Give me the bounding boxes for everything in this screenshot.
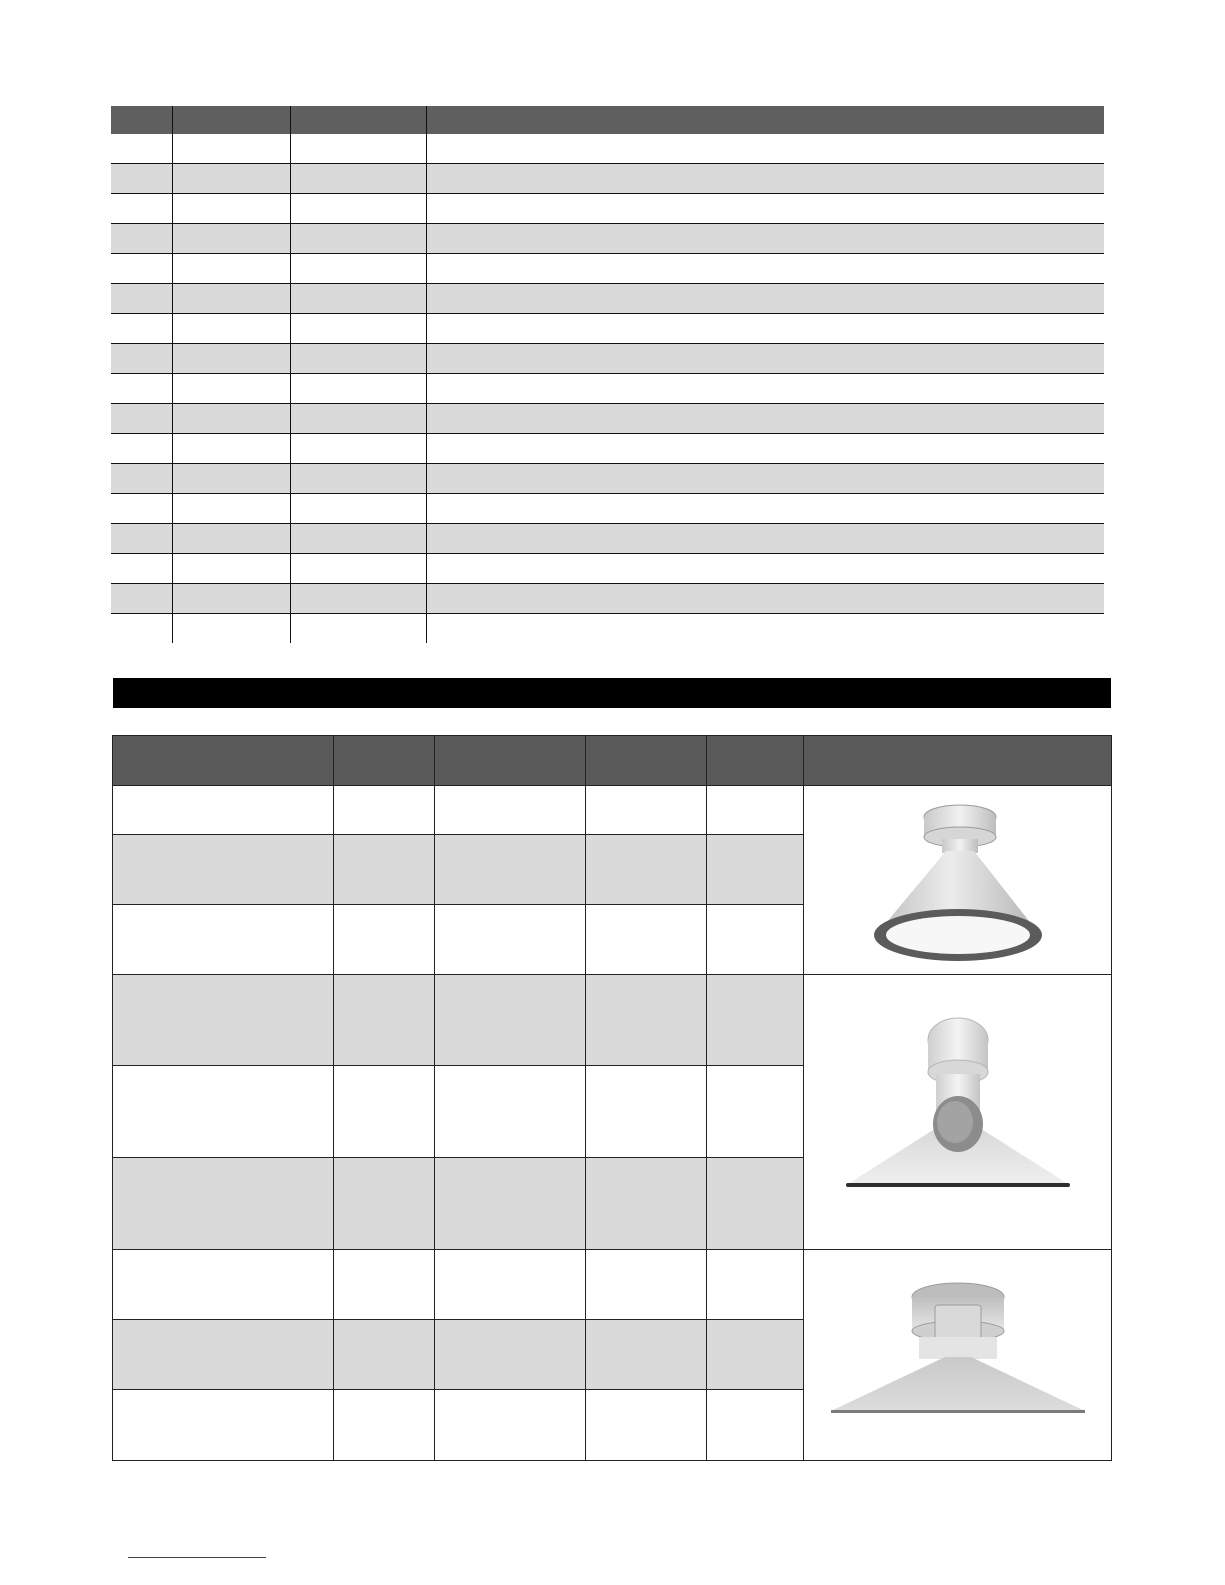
table-cell	[334, 975, 435, 1066]
product-table-header	[113, 736, 1112, 786]
table-row	[113, 786, 1112, 835]
table-cell	[707, 1390, 804, 1461]
table-cell	[426, 374, 1104, 404]
table-cell	[113, 1390, 334, 1461]
table-cell	[334, 1066, 435, 1158]
table-cell	[172, 554, 290, 584]
table-row	[111, 164, 1104, 194]
table-cell	[707, 1250, 804, 1320]
table-cell	[172, 434, 290, 464]
table-cell	[707, 1320, 804, 1390]
table-cell	[172, 494, 290, 524]
table-cell	[707, 975, 804, 1066]
table-cell	[334, 905, 435, 975]
table-cell	[290, 584, 426, 614]
table-cell	[172, 194, 290, 224]
table-row	[113, 1250, 1112, 1320]
table-cell	[334, 835, 435, 905]
table-cell	[172, 374, 290, 404]
table-cell	[586, 1066, 707, 1158]
table-row	[111, 494, 1104, 524]
table-cell	[435, 975, 586, 1066]
product-image-cell	[804, 786, 1112, 975]
table-cell	[426, 314, 1104, 344]
table-cell	[111, 224, 172, 254]
table-cell	[426, 524, 1104, 554]
product-col-2	[334, 736, 435, 786]
product-col-6	[804, 736, 1112, 786]
table-cell	[435, 1066, 586, 1158]
table-cell	[426, 224, 1104, 254]
table-cell	[707, 835, 804, 905]
table-cell	[172, 284, 290, 314]
table-cell	[111, 374, 172, 404]
table-cell	[707, 905, 804, 975]
product-col-1	[113, 736, 334, 786]
product-table	[112, 735, 1112, 1461]
table-cell	[290, 254, 426, 284]
table-cell	[290, 614, 426, 644]
table-cell	[290, 194, 426, 224]
table-cell	[111, 464, 172, 494]
table-cell	[172, 134, 290, 164]
table-cell	[707, 1066, 804, 1158]
table-cell	[111, 524, 172, 554]
table-row	[111, 464, 1104, 494]
table-row	[111, 404, 1104, 434]
table-cell	[290, 374, 426, 404]
table-cell	[111, 404, 172, 434]
table-cell	[334, 1250, 435, 1320]
table-cell	[172, 404, 290, 434]
table-cell	[426, 284, 1104, 314]
table-row	[111, 194, 1104, 224]
table-cell	[426, 194, 1104, 224]
table-cell	[290, 224, 426, 254]
table-cell	[426, 584, 1104, 614]
table-cell	[290, 524, 426, 554]
table-cell	[111, 554, 172, 584]
table-cell	[586, 1320, 707, 1390]
table-cell	[435, 835, 586, 905]
table-cell	[172, 254, 290, 284]
table-cell	[334, 1320, 435, 1390]
product-col-4	[586, 736, 707, 786]
table-cell	[111, 614, 172, 644]
table-cell	[113, 835, 334, 905]
footer-link[interactable]	[128, 1557, 266, 1558]
rectangular-fan-brush-nozzle-photo	[823, 1275, 1093, 1435]
table-row	[111, 584, 1104, 614]
table-cell	[426, 344, 1104, 374]
table-cell	[426, 434, 1104, 464]
table-cell	[172, 524, 290, 554]
table-cell	[426, 134, 1104, 164]
table-cell	[435, 1250, 586, 1320]
table-cell	[111, 254, 172, 284]
table-cell	[435, 1158, 586, 1250]
table-cell	[290, 554, 426, 584]
spec-col-1	[111, 106, 172, 134]
table-cell	[586, 1390, 707, 1461]
table-cell	[172, 614, 290, 644]
table-cell	[172, 464, 290, 494]
product-col-3	[435, 736, 586, 786]
table-cell	[172, 314, 290, 344]
table-cell	[172, 164, 290, 194]
table-row	[111, 284, 1104, 314]
table-cell	[111, 344, 172, 374]
table-cell	[113, 786, 334, 835]
table-row	[111, 224, 1104, 254]
table-cell	[113, 1066, 334, 1158]
table-cell	[435, 786, 586, 835]
table-cell	[172, 344, 290, 374]
spec-col-3	[290, 106, 426, 134]
table-cell	[111, 194, 172, 224]
table-cell	[290, 404, 426, 434]
product-col-5	[707, 736, 804, 786]
table-cell	[426, 614, 1104, 644]
table-cell	[435, 1390, 586, 1461]
product-image-cell	[804, 975, 1112, 1250]
table-row	[111, 134, 1104, 164]
table-cell	[426, 494, 1104, 524]
table-cell	[111, 584, 172, 614]
flat-fan-brush-nozzle-photo	[833, 1012, 1083, 1212]
table-cell	[290, 344, 426, 374]
table-cell	[586, 786, 707, 835]
table-cell	[113, 1158, 334, 1250]
spec-table	[111, 106, 1104, 643]
table-cell	[113, 905, 334, 975]
table-cell	[290, 494, 426, 524]
wide-cone-brush-nozzle-photo	[838, 795, 1078, 965]
table-cell	[435, 905, 586, 975]
table-cell	[334, 1390, 435, 1461]
table-cell	[586, 905, 707, 975]
table-cell	[426, 164, 1104, 194]
table-row	[111, 344, 1104, 374]
table-cell	[111, 434, 172, 464]
table-cell	[586, 1158, 707, 1250]
table-cell	[707, 1158, 804, 1250]
table-cell	[111, 284, 172, 314]
table-cell	[586, 975, 707, 1066]
spec-table-header	[111, 106, 1104, 134]
table-cell	[290, 464, 426, 494]
table-row	[113, 975, 1112, 1066]
table-cell	[111, 164, 172, 194]
table-cell	[586, 835, 707, 905]
table-cell	[334, 1158, 435, 1250]
table-row	[111, 374, 1104, 404]
table-cell	[113, 1250, 334, 1320]
table-cell	[290, 164, 426, 194]
table-cell	[426, 554, 1104, 584]
spec-col-4	[426, 106, 1104, 134]
table-cell	[426, 254, 1104, 284]
table-cell	[172, 584, 290, 614]
table-row	[111, 524, 1104, 554]
table-row	[111, 554, 1104, 584]
table-cell	[290, 284, 426, 314]
table-cell	[426, 464, 1104, 494]
spec-col-2	[172, 106, 290, 134]
section-heading-bar	[113, 678, 1111, 708]
table-cell	[113, 975, 334, 1066]
table-cell	[334, 786, 435, 835]
table-row	[111, 434, 1104, 464]
table-cell	[290, 314, 426, 344]
table-row	[111, 614, 1104, 644]
table-cell	[111, 494, 172, 524]
table-cell	[113, 1320, 334, 1390]
table-row	[111, 314, 1104, 344]
table-cell	[290, 134, 426, 164]
table-cell	[426, 404, 1104, 434]
table-cell	[435, 1320, 586, 1390]
table-cell	[111, 134, 172, 164]
table-cell	[172, 224, 290, 254]
table-cell	[290, 434, 426, 464]
product-image-cell	[804, 1250, 1112, 1461]
table-cell	[707, 786, 804, 835]
table-cell	[586, 1250, 707, 1320]
table-row	[111, 254, 1104, 284]
table-cell	[111, 314, 172, 344]
